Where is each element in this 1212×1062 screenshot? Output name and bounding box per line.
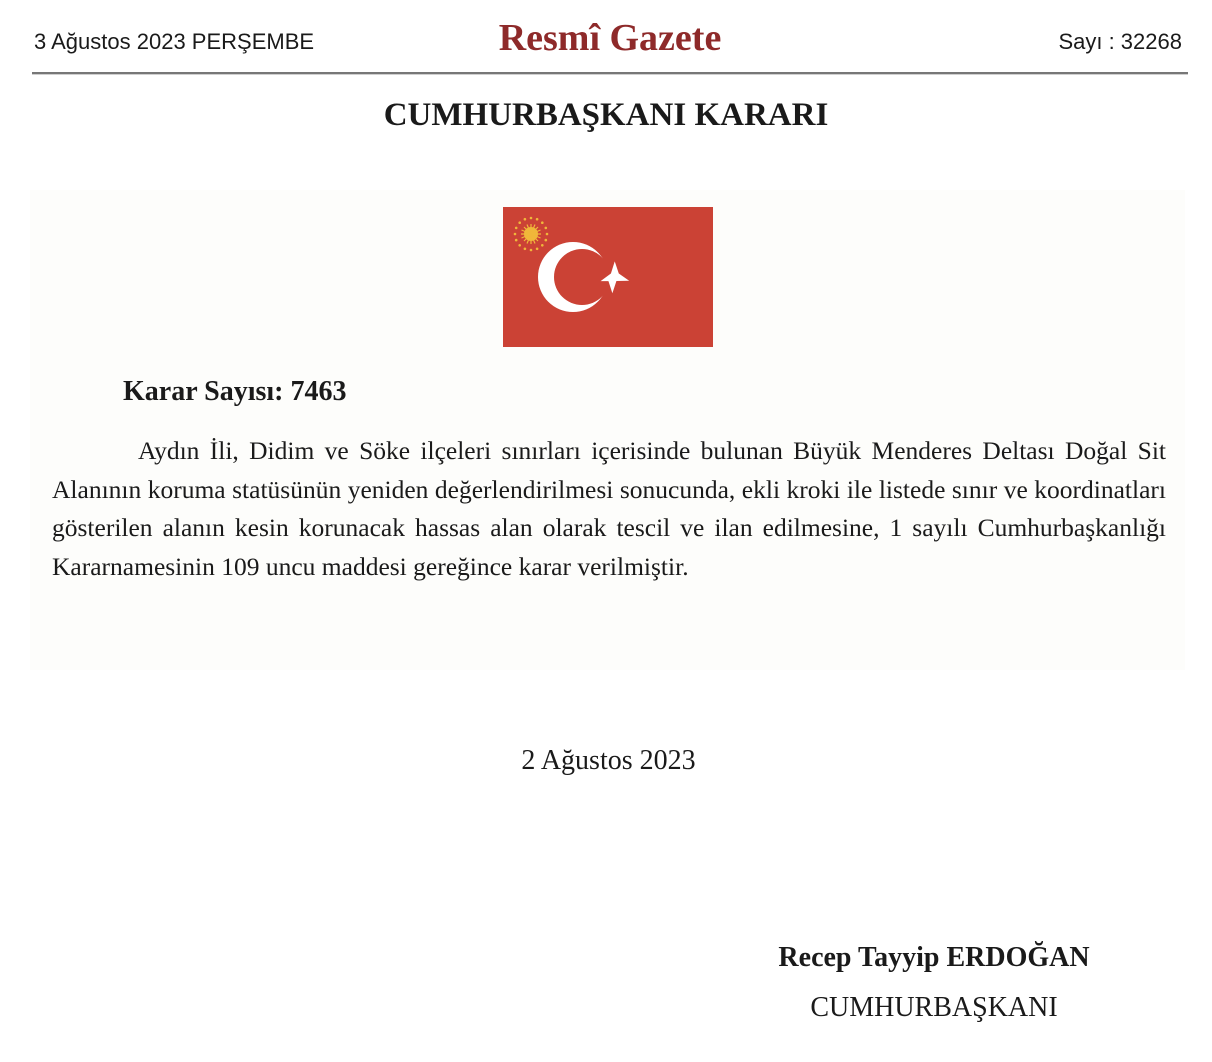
gazette-title: Resmî Gazete [498,17,722,59]
issue-number: Sayı : 32268 [1058,29,1182,54]
signatory-name: Recep Tayyip ERDOĞAN [778,942,1090,973]
presidential-flag-icon [503,207,713,347]
publication-date: 3 Ağustos 2023 PERŞEMBE [34,29,315,54]
masthead-divider [32,72,1188,75]
decree-number: Karar Sayısı: 7463 [123,376,347,407]
decree-body: Aydın İli, Didim ve Söke ilçeleri sınırları içerisinde bulunan Büyük Menderes Deltası Doğal Sit Alanının koruma statüsünün yeniden değerlendirilmesi sonucunda, ekli kroki ile listede sınır ve koordinatları gösterilen alanın kesin korunacak hassas alan olarak tescil ve ilan edilmesine, 1 sayılı Cumhurbaşkanlığı Kararnamesinin 109 uncu maddesi gereğince karar verilmiştir. [52,436,1166,581]
masthead [32,0,1188,74]
signatory-title: CUMHURBAŞKANI [810,992,1058,1023]
document-heading: CUMHURBAŞKANI KARARI [383,97,829,133]
decree-date: 2 Ağustos 2023 [521,745,696,776]
